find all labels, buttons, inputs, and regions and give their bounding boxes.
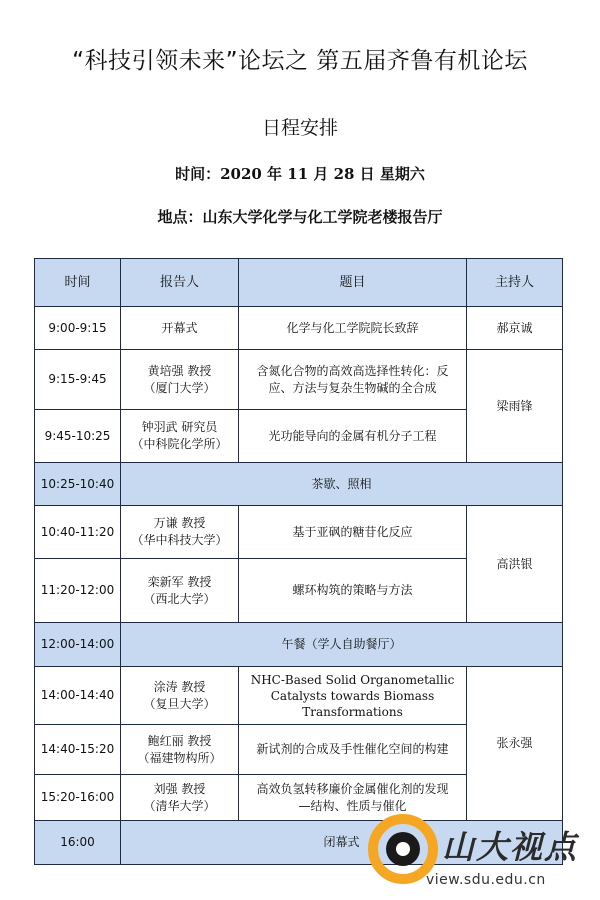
row-time: 10:25-10:40 bbox=[35, 463, 121, 506]
table-row bbox=[35, 307, 563, 350]
row-topic: 光功能导向的金属有机分子工程 bbox=[239, 410, 467, 463]
row-time: 9:00-9:15 bbox=[35, 307, 121, 350]
row-speaker: 钟羽武 研究员 （中科院化学所） bbox=[121, 410, 239, 463]
row-time: 16:00 bbox=[35, 821, 121, 865]
row-break-label: 闭幕式 bbox=[121, 821, 563, 865]
page-subtitle: 日程安排 bbox=[261, 117, 338, 139]
watermark-text: 山大视点 bbox=[442, 828, 579, 866]
row-break-label: 午餐（学人自助餐厅） bbox=[121, 623, 563, 667]
page-title: “科技引领未来”论坛之 第五届齐鲁有机论坛 bbox=[72, 48, 528, 74]
row-speaker: 栾新军 教授 （西北大学） bbox=[121, 559, 239, 623]
table-row bbox=[35, 667, 563, 725]
row-host: 梁雨锋 bbox=[467, 350, 563, 463]
table-header-row bbox=[35, 259, 563, 307]
table-row-break bbox=[35, 463, 563, 506]
event-place: 地点：山东大学化学与化工学院老楼报告厅 bbox=[157, 208, 443, 226]
table-row bbox=[35, 506, 563, 559]
row-speaker: 黄培强 教授 （厦门大学） bbox=[121, 350, 239, 410]
row-time: 14:00-14:40 bbox=[35, 667, 121, 725]
row-host: 张永强 bbox=[467, 667, 563, 821]
row-topic: 化学与化工学院院长致辞 bbox=[239, 307, 467, 350]
row-host: 郝京诚 bbox=[467, 307, 563, 350]
event-time: 时间：2020 年 11 月 28 日 星期六 bbox=[175, 165, 425, 183]
header-topic: 题目 bbox=[239, 259, 467, 307]
header-host: 主持人 bbox=[467, 259, 563, 307]
row-topic: NHC-Based Solid Organometallic Catalysts towards Biomass Transformations bbox=[239, 667, 467, 725]
watermark bbox=[360, 812, 600, 900]
row-topic: 基于亚砜的糖苷化反应 bbox=[239, 506, 467, 559]
row-break-label: 茶歇、照相 bbox=[121, 463, 563, 506]
row-time: 11:20-12:00 bbox=[35, 559, 121, 623]
row-speaker: 刘强 教授 （清华大学） bbox=[121, 775, 239, 821]
row-time: 9:45-10:25 bbox=[35, 410, 121, 463]
row-time: 10:40-11:20 bbox=[35, 506, 121, 559]
table-row bbox=[35, 350, 563, 410]
header-time: 时间 bbox=[35, 259, 121, 307]
row-time: 15:20-16:00 bbox=[35, 775, 121, 821]
row-topic: 高效负氢转移廉价金属催化剂的发现 —结构、性质与催化 bbox=[239, 775, 467, 821]
row-time: 12:00-14:00 bbox=[35, 623, 121, 667]
table-row-break bbox=[35, 623, 563, 667]
row-time: 9:15-9:45 bbox=[35, 350, 121, 410]
row-topic: 含氮化合物的高效高选择性转化：反 应、方法与复杂生物碱的全合成 bbox=[239, 350, 467, 410]
row-host: 高洪银 bbox=[467, 506, 563, 623]
row-speaker: 涂涛 教授 （复旦大学） bbox=[121, 667, 239, 725]
watermark-url: view.sdu.edu.cn bbox=[426, 872, 546, 888]
row-time: 14:40-15:20 bbox=[35, 725, 121, 775]
row-topic: 螺环构筑的策略与方法 bbox=[239, 559, 467, 623]
schedule-table bbox=[34, 258, 563, 865]
row-speaker: 开幕式 bbox=[121, 307, 239, 350]
header-speaker: 报告人 bbox=[121, 259, 239, 307]
row-speaker: 鲍红丽 教授 （福建物构所） bbox=[121, 725, 239, 775]
row-speaker: 万谦 教授 （华中科技大学） bbox=[121, 506, 239, 559]
row-topic: 新试剂的合成及手性催化空间的构建 bbox=[239, 725, 467, 775]
